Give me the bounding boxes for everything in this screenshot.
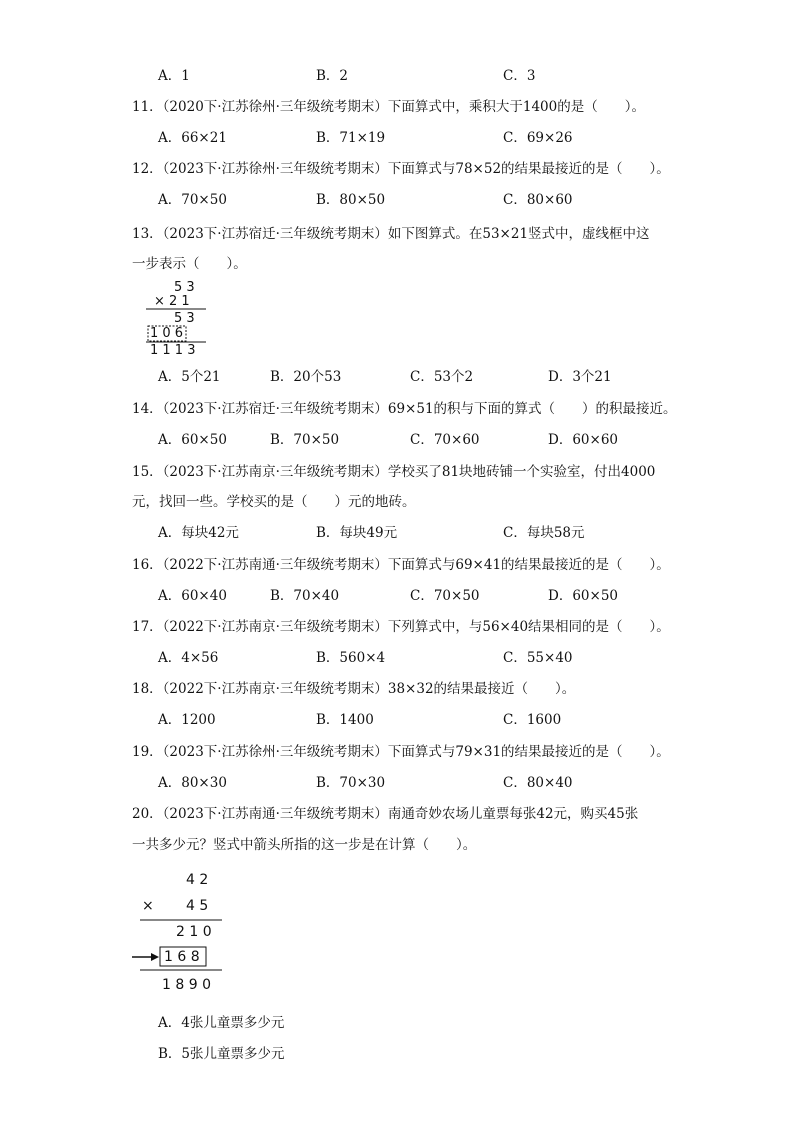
q14-option-d: D．60×60 (548, 432, 618, 448)
q12-option-b: B．80×50 (316, 192, 386, 208)
q14-option-c: C．70×60 (410, 432, 480, 448)
q20-vertical-calculation (130, 868, 240, 1008)
q17-stem: 17．（2022下·江苏南京·三年级统考期末）下列算式中，与56×40结果相同的是（ ）。 (132, 619, 670, 635)
q10-option-b: B．2 (316, 68, 349, 84)
q20-calc-row3: 2 1 0 (176, 924, 212, 940)
q13-stem-line2: 一步表示（ ）。 (132, 256, 247, 272)
q18-stem: 18．（2022下·江苏南京·三年级统考期末）38×32的结果最接近（ ）。 (132, 681, 576, 697)
q15-stem-line1: 15．（2023下·江苏南京·三年级统考期末）学校买了81块地砖铺一个实验室，付出4000 (132, 464, 656, 480)
q13-option-a: A．5个21 (158, 369, 221, 385)
q13-calc-row5: 1 1 1 3 (150, 343, 196, 358)
q15-option-a: A．每块42元 (158, 525, 239, 541)
q19-option-c: C．80×40 (503, 775, 573, 791)
q13-option-b: B．20个53 (270, 369, 342, 385)
q16-option-c: C．70×50 (410, 588, 480, 604)
q20-calc-times: × (142, 898, 154, 914)
q16-stem: 16．（2022下·江苏南通·三年级统考期末）下面算式与69×41的结果最接近的是（ ）。 (132, 557, 670, 573)
q13-calc-row3: 5 3 (174, 311, 195, 326)
q13-option-d: D．3个21 (548, 369, 612, 385)
q20-option-a: A．4张儿童票多少元 (158, 1015, 285, 1031)
q17-option-c: C．55×40 (503, 650, 573, 666)
q16-option-a: A．60×40 (158, 588, 227, 604)
q12-option-a: A．70×50 (158, 192, 227, 208)
q20-stem-line1: 20．（2023下·江苏南通·三年级统考期末）南通奇妙农场儿童票每张42元，购买45张 (132, 806, 639, 822)
q17-option-b: B．560×4 (316, 650, 386, 666)
q14-option-a: A．60×50 (158, 432, 227, 448)
q15-option-b: B．每块49元 (316, 525, 398, 541)
q18-option-a: A．1200 (158, 712, 216, 728)
q13-vertical-calculation (140, 280, 220, 360)
q11-option-c: C．69×26 (503, 130, 573, 146)
q15-option-c: C．每块58元 (503, 525, 585, 541)
q12-stem: 12．（2023下·江苏徐州·三年级统考期末）下面算式与78×52的结果最接近的是（ ）。 (132, 161, 670, 177)
q18-option-c: C．1600 (503, 712, 562, 728)
q16-option-d: D．60×50 (548, 588, 618, 604)
q20-stem-line2: 一共多少元？竖式中箭头所指的这一步是在计算（ ）。 (132, 837, 477, 853)
q20-calc-row1: 4 2 (186, 872, 209, 888)
arrow-icon (132, 953, 159, 961)
q16-option-b: B．70×40 (270, 588, 340, 604)
q13-calc-row4: 1 0 6 (150, 326, 184, 341)
q20-option-b: B．5张儿童票多少元 (158, 1046, 285, 1062)
q11-option-a: A．66×21 (158, 130, 227, 146)
q13-calc-row2: × 2 1 (154, 294, 190, 309)
q14-option-b: B．70×50 (270, 432, 340, 448)
q11-option-b: B．71×19 (316, 130, 386, 146)
q19-option-b: B．70×30 (316, 775, 386, 791)
q12-option-c: C．80×60 (503, 192, 573, 208)
q13-calc-row1: 5 3 (174, 280, 195, 295)
q15-stem-line2: 元，找回一些。学校买的是（ ）元的地砖。 (132, 494, 416, 510)
q19-stem: 19．（2023下·江苏徐州·三年级统考期末）下面算式与79×31的结果最接近的是（ ）。 (132, 744, 670, 760)
q10-option-a: A．1 (158, 68, 190, 84)
q19-option-a: A．80×30 (158, 775, 227, 791)
q20-calc-row5: 1 8 9 0 (162, 977, 211, 993)
q18-option-b: B．1400 (316, 712, 374, 728)
q14-stem: 14．（2023下·江苏宿迁·三年级统考期末）69×51的积与下面的算式（ ）的积最接近。 (132, 401, 677, 417)
q13-stem-line1: 13．（2023下·江苏宿迁·三年级统考期末）如下图算式。在53×21竖式中，虚线框中这 (132, 226, 650, 242)
q10-option-c: C．3 (503, 68, 536, 84)
q20-calc-row4: 1 6 8 (164, 949, 200, 965)
q17-option-a: A．4×56 (158, 650, 219, 666)
q20-calc-row2: 4 5 (186, 898, 209, 914)
q13-option-c: C．53个2 (410, 369, 474, 385)
q11-stem: 11．（2020下·江苏徐州·三年级统考期末）下面算式中，乘积大于1400的是（ ）。 (132, 99, 645, 115)
